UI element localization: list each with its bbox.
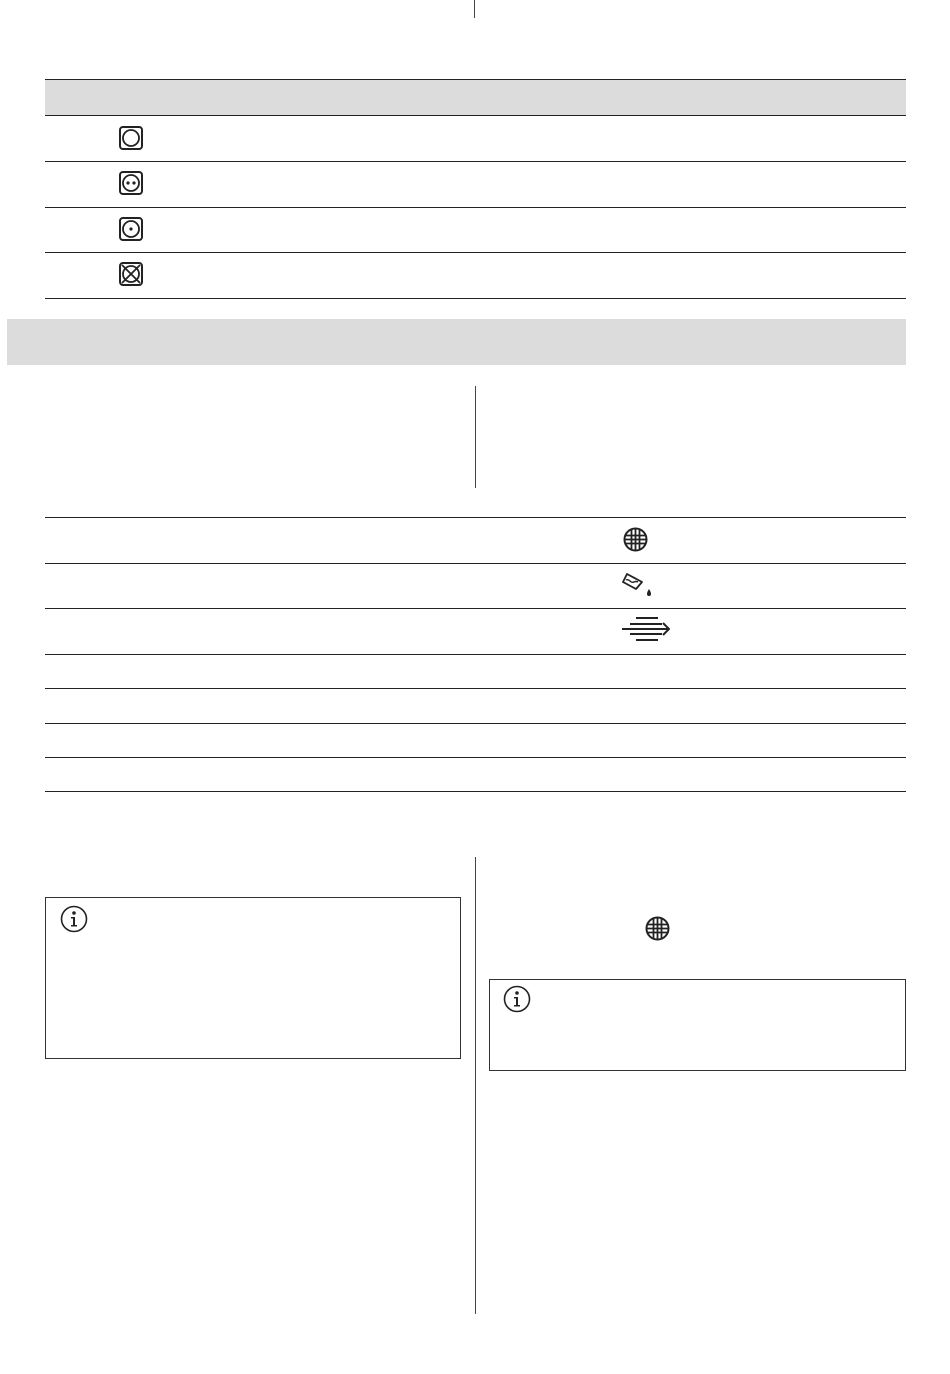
table-row-rule	[45, 608, 906, 609]
tumble-dry-icon	[119, 126, 143, 150]
table-row-rule	[45, 688, 906, 689]
filter-icon	[623, 527, 648, 552]
water-container-icon	[622, 571, 656, 597]
table-row-rule	[45, 161, 906, 162]
page-top-divider	[474, 0, 475, 18]
section-header-band	[7, 319, 906, 365]
table-row-rule	[45, 563, 906, 564]
table-row-rule	[45, 654, 906, 655]
table-bottom-rule	[45, 298, 906, 299]
filter-icon	[645, 916, 670, 941]
table-row-rule	[45, 757, 906, 758]
table-top-rule	[45, 517, 906, 518]
column-divider	[475, 857, 476, 1314]
anti-crease-icon	[622, 615, 670, 643]
table-header-row	[45, 80, 906, 115]
table-row-rule	[45, 207, 906, 208]
info-note-box	[489, 979, 906, 1071]
tumble-dry-low-heat-icon	[119, 217, 143, 241]
tumble-dry-normal-heat-icon	[119, 171, 143, 195]
info-icon	[60, 905, 88, 933]
table-row-rule	[45, 252, 906, 253]
info-note-box	[45, 897, 461, 1059]
info-icon	[503, 985, 531, 1013]
column-divider	[475, 386, 476, 488]
do-not-tumble-dry-icon	[119, 262, 143, 286]
table-header-rule	[45, 115, 906, 116]
table-bottom-rule	[45, 791, 906, 792]
table-row-rule	[45, 723, 906, 724]
